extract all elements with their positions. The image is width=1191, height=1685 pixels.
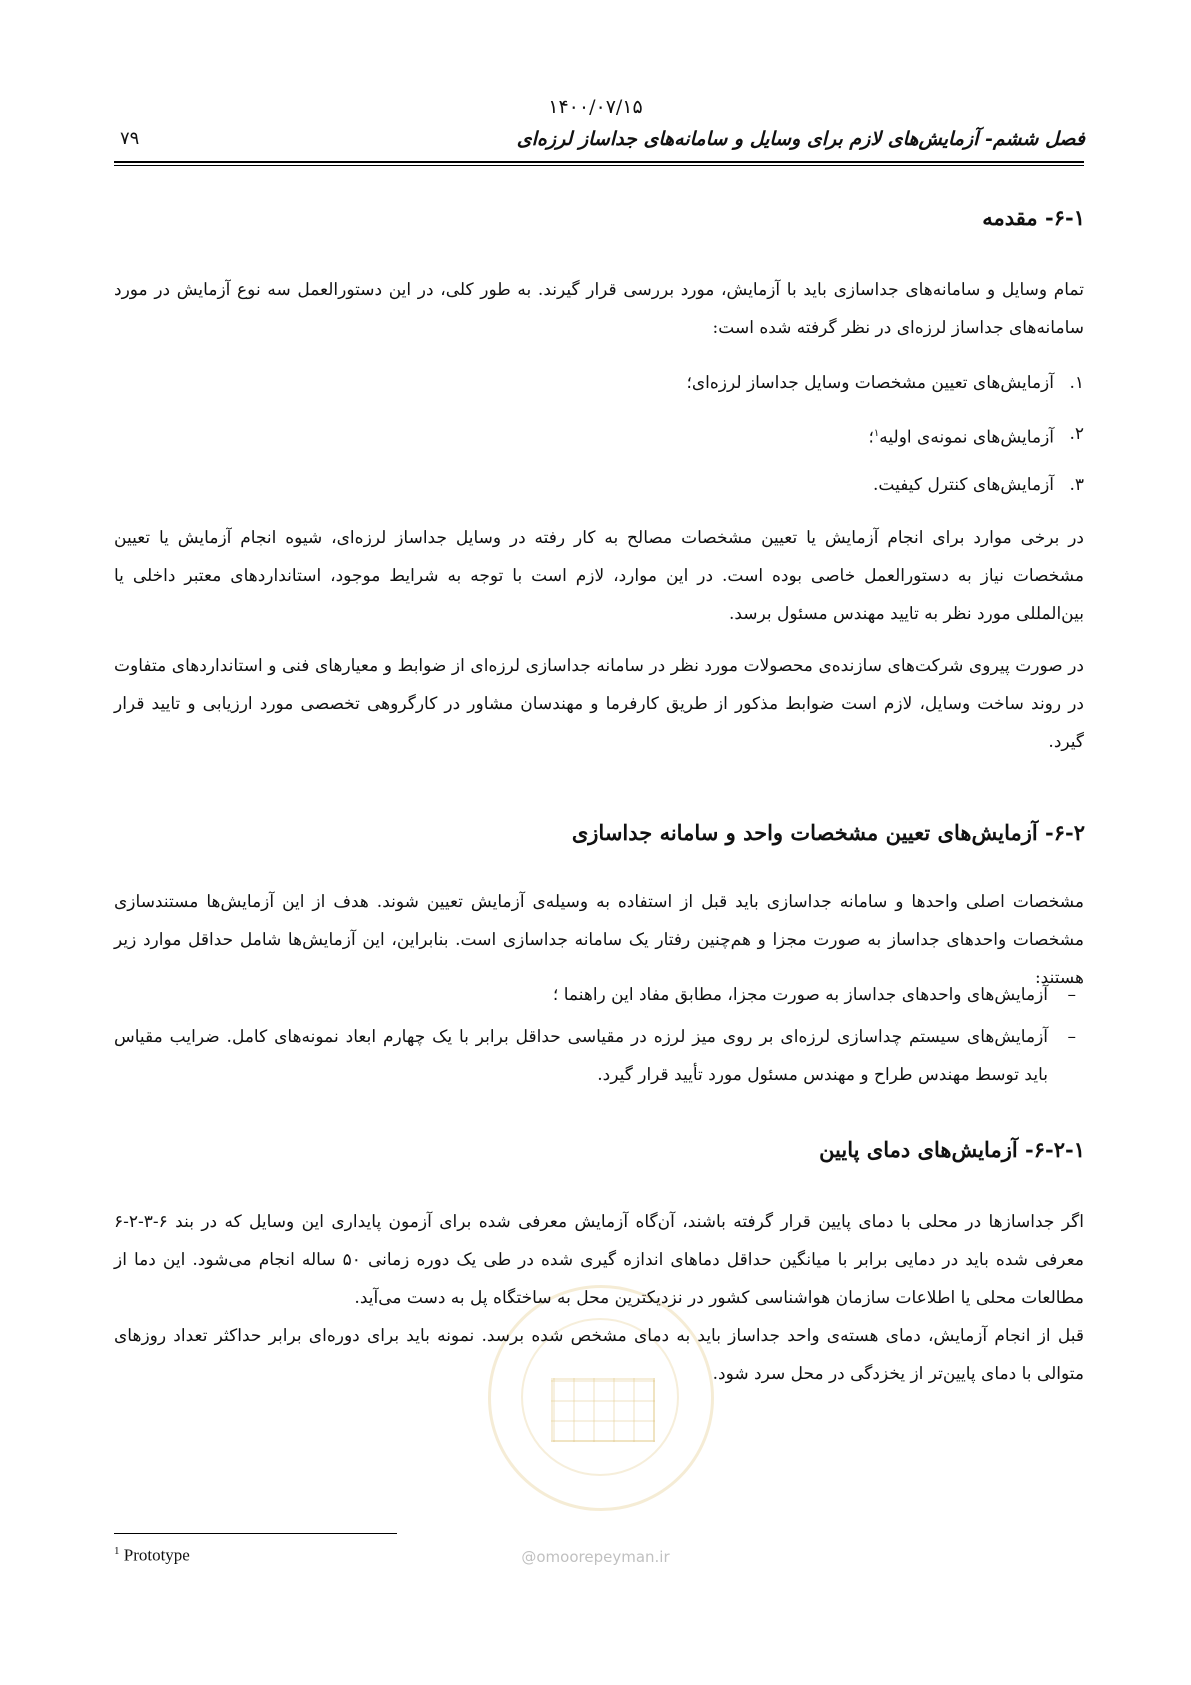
dash-list [114, 976, 1084, 1098]
section-heading-6-1: ۶-۱- مقدمه [982, 205, 1085, 230]
section-heading-6-2-1: ۶-۲-۱- آزمایش‌های دمای پایین [819, 1137, 1085, 1162]
chapter-title: فصل ششم- آزمایش‌های لازم برای وسایل و سامانه‌های جداساز لرزه‌ای [516, 128, 1085, 150]
section-6-1-para2 [114, 519, 1084, 633]
numbered-list [114, 364, 1084, 517]
watermark-text: @omoorepeyman.ir [521, 1548, 670, 1566]
dash-marker: – [1067, 985, 1076, 1005]
section-6-2-1-para1 [114, 1203, 1084, 1317]
paragraph: مشخصات اصلی واحدها و سامانه جداسازی باید قبل از استفاده به وسیله‌ی آزمایش تعیین شوند. هدف از این آزمایش‌ها مستندسازی مشخصات واحدهای جداساز به صورت مجزا و هم‌چنین رفتار یک سامانه جداسازی است. بنابراین، این آزمایش‌ها شامل حداقل موارد زیر هستند: [114, 892, 1084, 988]
list-item [114, 364, 1084, 415]
paragraph: در برخی موارد برای انجام آزمایش یا تعیین مشخصات مصالح به کار رفته در وسایل جداساز لرزه‌ای، شیوه انجام آزمایش یا تعیین مشخصات نیاز به دستورالعمل خاصی بوده است. در این موارد، لازم است با توجه به شرایط موجود، استانداردهای معتبر داخلی یا بین‌المللی مورد نظر به تایید مهندس مسئول برسد. [114, 528, 1084, 624]
list-text: آزمایش‌های سیستم چداسازی لرزه‌ای بر روی میز لرزه در مقیاسی حداقل برابر با یک چهارم ابعاد نمونه‌های کامل. ضرایب مقیاس باید توسط مهندس طراح و مهندس مسئول مورد تأیید قرار گیرد. [114, 1027, 1048, 1085]
paragraph: قبل از انجام آزمایش، دمای هسته‌ی واحد جداساز باید به دمای مشخص شده برسد. نمونه باید برای دوره‌ای برابر حداکثر تعداد روزهای متوالی با دمای پایین‌تر از یخزدگی در محل سرد شود. [114, 1326, 1084, 1384]
section-6-2-1-para2 [114, 1317, 1084, 1393]
page-number: ۷۹ [120, 128, 140, 149]
paragraph: تمام وسایل و سامانه‌های جداسازی باید با آزمایش، مورد بررسی قرار گیرند. به طور کلی، در این دستورالعمل سه نوع آزمایش در مورد سامانه‌های جداساز لرزه‌ای در نظر گرفته شده است: [114, 280, 1084, 338]
list-item [114, 415, 1084, 466]
footnote-ref[interactable]: ۱ [873, 428, 880, 439]
footnote-rule [114, 1533, 397, 1534]
section-heading-6-2: ۶-۲- آزمایش‌های تعیین مشخصات واحد و سامانه جداسازی [571, 820, 1085, 845]
section-6-1-intro [114, 271, 1084, 347]
paragraph: در صورت پیروی شرکت‌های سازنده‌ی محصولات مورد نظر در سامانه جداسازی لرزه‌ای از ضوابط و معیارهای فنی و استانداردهای متفاوت در روند ساخت وسایل، لازم است ضوابط مذکور از طریق کارفرما و مهندسان مشاور در کارگروهی تخصصی مورد ارزیابی و تایید قرار گیرد. [114, 656, 1085, 752]
list-number: ۲. [1069, 424, 1084, 444]
footnote-number: 1 [114, 1545, 120, 1557]
paragraph: اگر جداسازها در محلی با دمای پایین قرار گرفته باشند، آن‌گاه آزمایش معرفی شده برای آزمون پایداری این وسایل که در بند ۶-۳-۲-۶ معرفی شده باید در دمایی برابر با میانگین حداقل دماهای اندازه گیری شده در طی یک دوره زمانی ۵۰ ساله انجام می‌شود. این دما از مطالعات محلی یا اطلاعات سازمان هواشناسی کشور در نزدیکترین محل به ساختگاه پل به دست می‌آید. [114, 1212, 1084, 1308]
footnote-text: Prototype [123, 1545, 190, 1565]
dash-marker: – [1067, 1027, 1076, 1047]
header-rule-thick [114, 161, 1084, 163]
header-date: ۱۴۰۰/۰۷/۱۵ [548, 96, 643, 118]
list-item [114, 466, 1084, 517]
list-item [114, 976, 1084, 1014]
list-number: ۱. [1069, 373, 1084, 393]
section-6-1-para3 [114, 647, 1084, 761]
list-text: آزمایش‌های تعیین مشخصات وسایل جداساز لرزه‌ای؛ [686, 373, 1054, 393]
list-number: ۳. [1069, 475, 1084, 495]
list-text: آزمایش‌های کنترل کیفیت. [872, 475, 1054, 495]
list-text: آزمایش‌های واحدهای جداساز به صورت مجزا، مطابق مفاد این راهنما ؛ [552, 985, 1048, 1005]
list-text: آزمایش‌های نمونه‌ی اولیه$^۱$؛ [868, 427, 1054, 448]
header-rule-thin [114, 165, 1084, 166]
list-item [114, 1018, 1084, 1094]
